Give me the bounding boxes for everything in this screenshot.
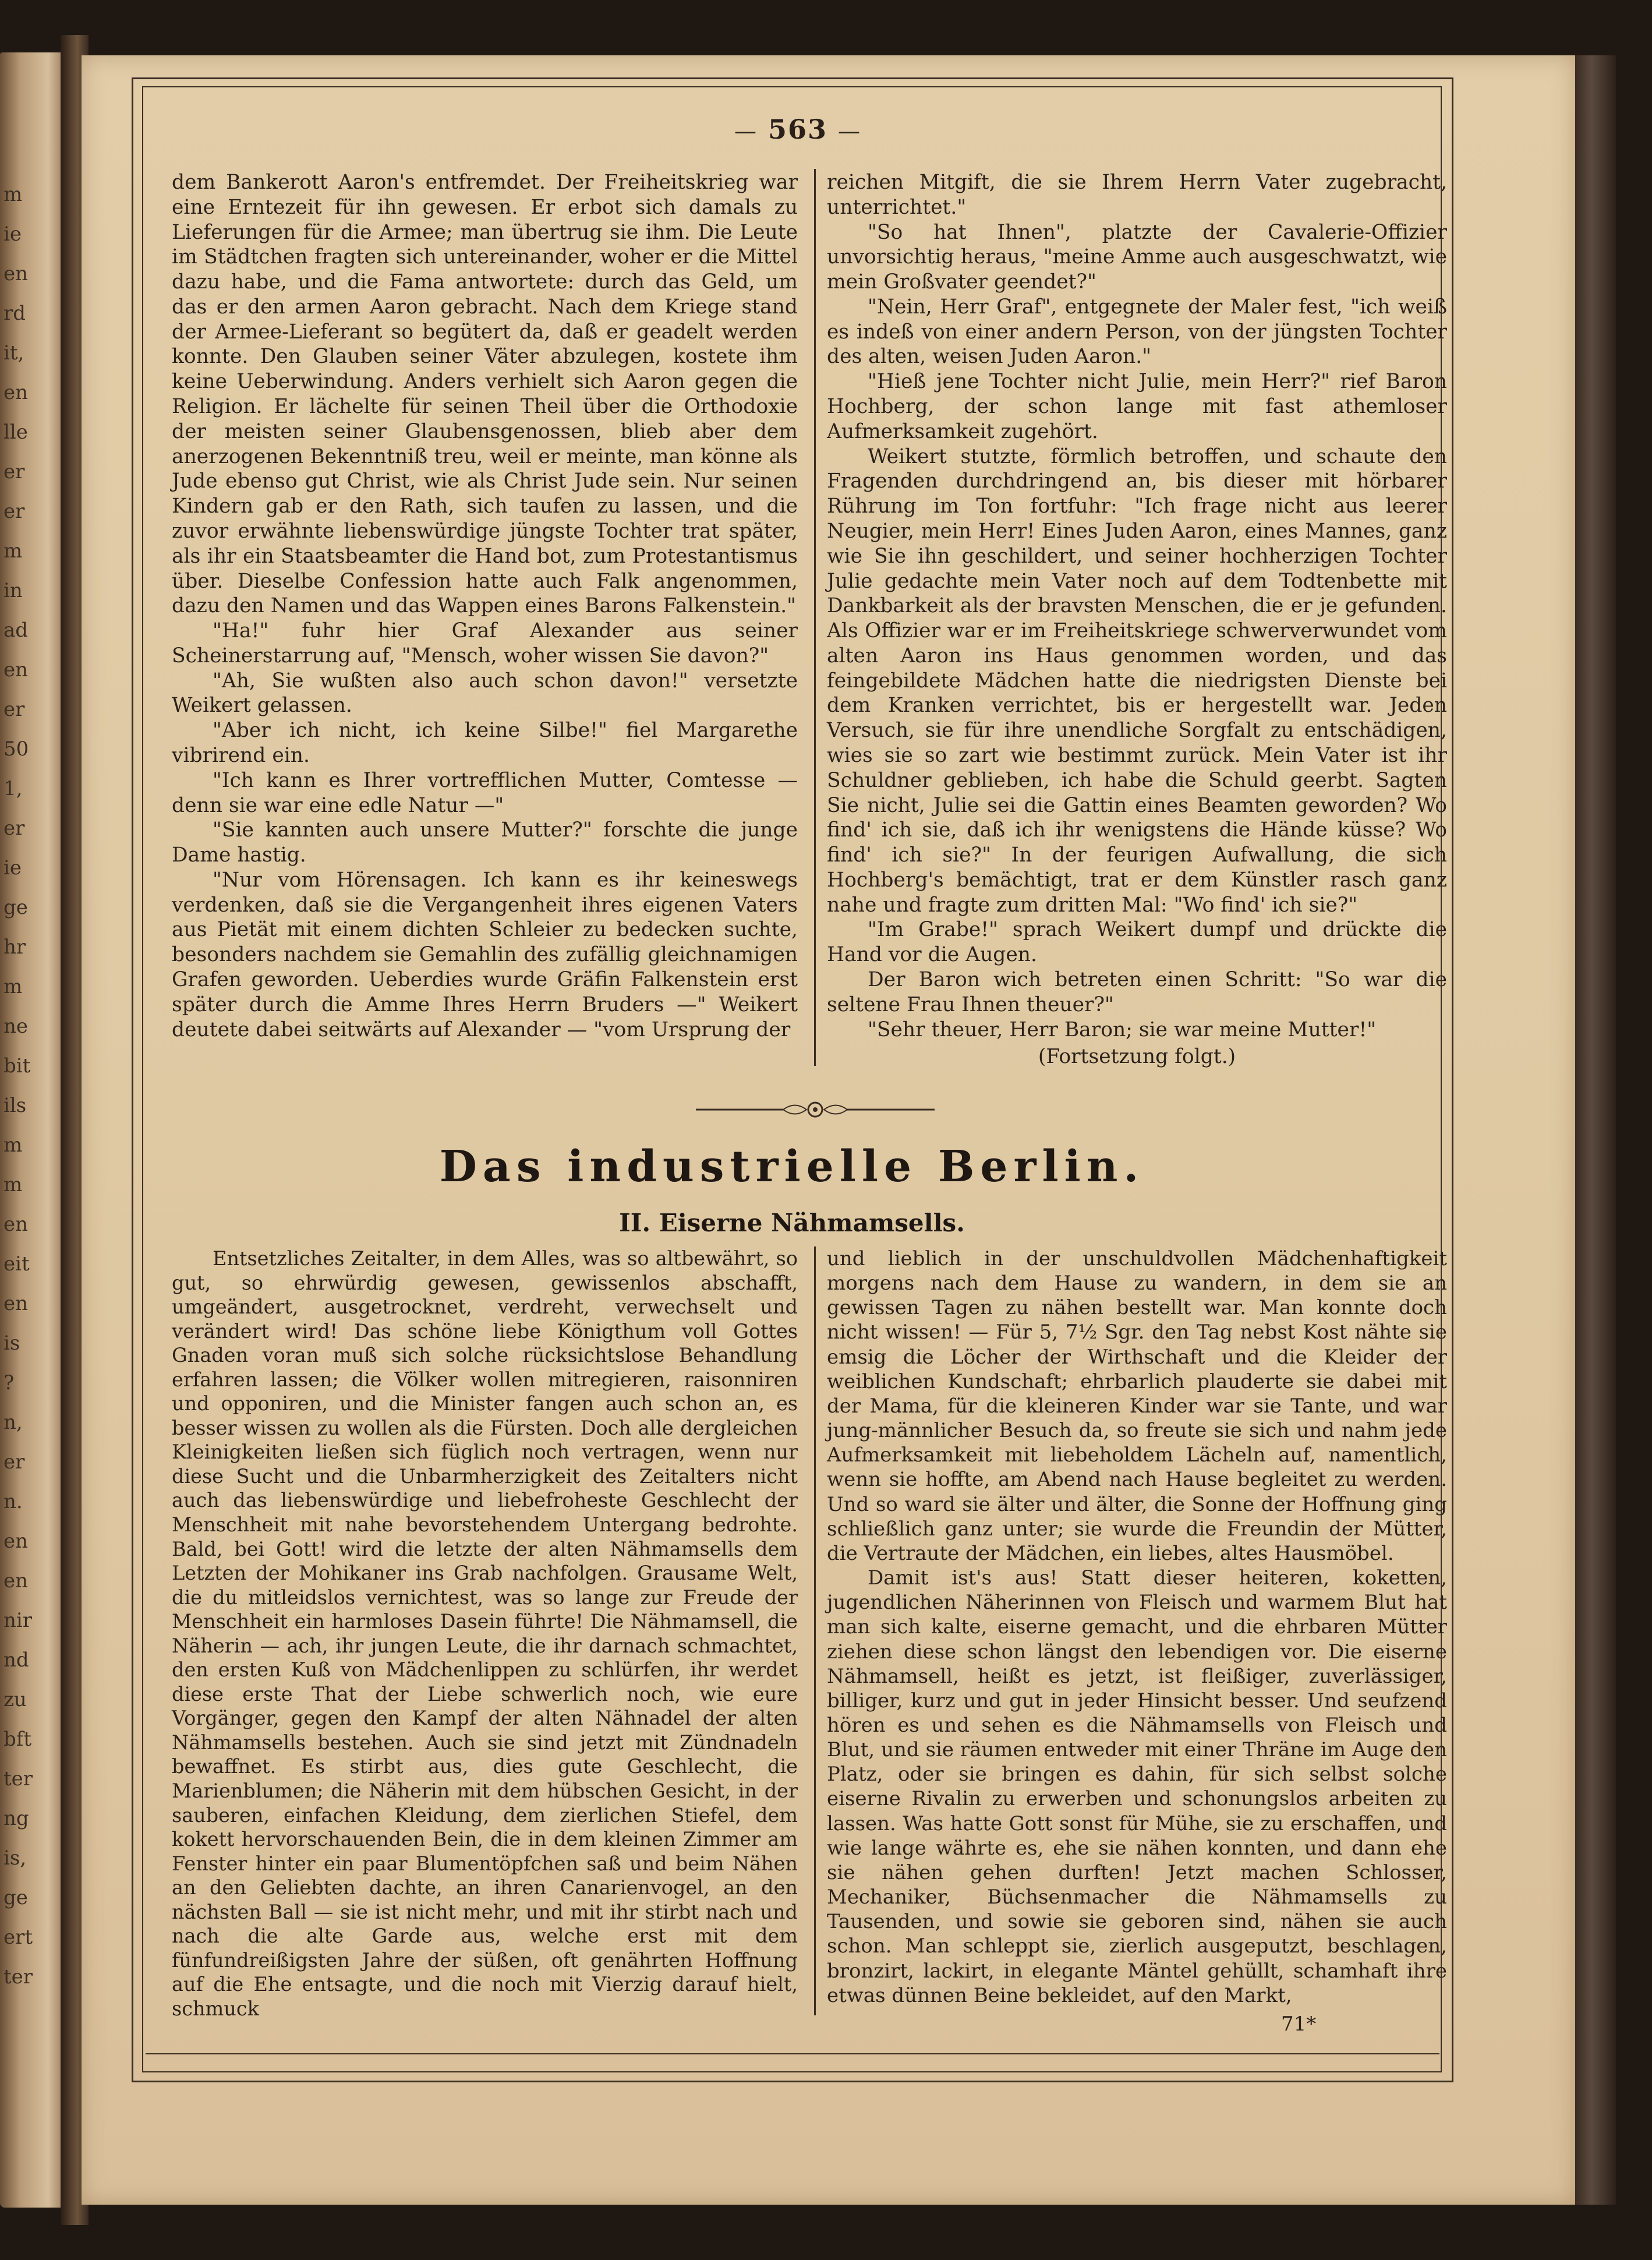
sheet-signature: 71* [1281, 2012, 1317, 2036]
story-paragraph: "Ha!" fuhr hier Graf Alexander aus seiner Scheinerstarrung auf, "Mensch, woher wissen Sie davon?" [172, 619, 798, 668]
previous-page-edge [0, 52, 69, 2208]
story-column-right [827, 170, 1447, 1069]
story-paragraph: "Ah, Sie wußten also auch schon davon!" versetzte Weikert gelassen. [172, 669, 798, 718]
story-paragraph: dem Bankerott Aaron's entfremdet. Der Freiheitskrieg war eine Erntezeit für ihn gewesen. Er erbot sich damals zu Lieferungen für die Armee; man übertrug sie ihm. Die Leute im Städtchen fragten sich untereinander, woher er die Mittel dazu habe, und die Fama antwortete: durch das Geld, um das er den armen Aaron gebracht. Nach dem Kriege stand der Armee-Lieferant so begütert da, daß er geadelt werden konnte. Den Glauben seiner Väter abzulegen, kostete ihm keine Ueberwindung. Anders verhielt sich Aaron gegen die Religion. Er lächelte für seinen Theil über die Orthodoxie der meisten seiner Glaubensgenossen, blieb aber dem anerzogenen Bekenntniß treu, weil er meinte, man könne als Jude ebenso gut Christ, wie als Christ Jude sein. Nur seinen Kindern gab er den Rath, sich taufen zu lassen, und die zuvor erwähnte liebenswürdige jüngste Tochter trat später, als ihr ein Staatsbeamter die Hand bot, zum Protestantismus über. Dieselbe Confession hatte auch Falk angenommen, dazu den Namen und das Wappen eines Barons Falkenstein." [172, 171, 798, 618]
column-rule [814, 169, 816, 1066]
story-paragraph: Der Baron wich betreten einen Schritt: "So war die seltene Frau Ihnen theuer?" [827, 968, 1447, 1016]
story-paragraph: reichen Mitgift, die sie Ihrem Herrn Vater zugebracht, unterrichtet." [827, 171, 1447, 219]
header-ornament-right: — [838, 118, 862, 144]
article-paragraph: und lieblich in der unschuldvollen Mädchenhaftigkeit morgens nach dem Hause zu wandern, in dem sie an gewissen Tagen zu nähen bestellt war. Man konnte doch nicht wissen! — Für 5, 7½ Sgr. den Tag nebst Kost nähte sie emsig die Löcher der Wirthschaft und die Kleider der weiblichen Kundschaft; ehrbarlich plauderte sie dabei mit der Mama, für die kleineren Kinder war sie Tante, und war jung-männlicher Besuch da, so freute sie sich und nahm jede Aufmerksamkeit mit liebeholdem Lächeln auf, namentlich, wenn sie hoffte, am Abend nach Hause begleitet zu werden. Und so ward sie älter und älter, die Sonne der Hoffnung ging schließlich ganz unter; sie wurde die Freundin der Mütter, die Vertraute der Mädchen, ein liebes, altes Hausmöbel. [827, 1247, 1447, 1565]
story-paragraph: "Aber ich nicht, ich keine Silbe!" fiel Margarethe vibrirend ein. [172, 719, 798, 767]
story-paragraph: "Sehr theuer, Herr Baron; sie war meine Mutter!" [868, 1018, 1377, 1041]
story-paragraph: "Ich kann es Ihrer vortrefflichen Mutter, Comtesse — denn sie war eine edle Natur —" [172, 768, 798, 817]
article-column-right [827, 1246, 1447, 2008]
page-header [693, 114, 903, 145]
story-paragraph: "Hieß jene Tochter nicht Julie, mein Herr?" rief Baron Hochberg, der schon lange mit fast athemloser Aufmerksamkeit zugehört. [827, 370, 1447, 443]
section-divider-ornament [696, 1098, 935, 1121]
article-paragraph: Entsetzliches Zeitalter, in dem Alles, was so altbewährt, so gut, so ehrwürdig gewesen, gewissenlos abschafft, umgeändert, ausgetrocknet, verdreht, verwechselt und verändert wird! Das schöne liebe Königthum voll Gottes Gnaden voran muß sich solche rücksichtslose Behandlung erfahren lassen; die Völker wollen mitregieren, raisonniren und opponiren, und die Minister fangen auch schon an, es besser wissen zu wollen als die Fürsten. Doch alle dergleichen Kleinigkeiten ließen sich füglich noch vertragen, wenn nur diese Sucht und die Unbarmherzigkeit des Zeitalters nicht auch das liebenswürdige und liebefroheste Geschlecht der Menschheit mit nahe bevorstehendem Untergang bedrohte. Bald, bei Gott! wird die letzte der alten Nähmamsells dem Letzten der Mohikaner ins Grab nachfolgen. Grausame Welt, die du mitleidslos vernichtest, was so lange zur Freude der Menschheit ein harmloses Dasein führte! Die Nähmamsell, die Näherin — ach, ihr jungen Leute, die ihr darnach schmachtet, den ersten Kuß von Mädchenlippen zu schlürfen, ihr werdet diese erste That der Liebe schwerlich noch, wie eure Vorgänger, gegen den Kampf der alten Nähnadel der alten Nähmamsells bestehen. Auch sie sind jetzt mit Zündnadeln bewaffnet. Es stirbt aus, dies gute Geschlecht, die Marienblumen; die Näherin mit dem hübschen Gesicht, in der sauberen, einfachen Kleidung, dem zierlichen Stiefel, dem kokett hervorschauenden Bein, die in dem kleinen Zimmer am Fenster hinter ein paar Blumentöpfchen saß und beim Nähen an den Geliebten dachte, an ihren Canarienvogel, an den nächsten Ball — sie ist nicht mehr, und mit ihr stirbt nach und nach die alte Garde aus, welche erst mit dem fünfundreißigsten Jahre der süßen, oft genährten Hoffnung auf die Ehe entsagte, und die noch mit Vierzig darauf hielt, schmuck [172, 1247, 798, 2020]
continued-note: (Fortsetzung folgt.) [1038, 1045, 1236, 1069]
article-title: Das industrielle Berlin. [439, 1142, 1145, 1192]
book-cover-edge [1575, 55, 1616, 2205]
story-paragraph: "Sie kannten auch unsere Mutter?" forschte die junge Dame hastig. [172, 818, 798, 867]
story-paragraph: Weikert stutzte, förmlich betroffen, und schaute den Fragenden durchdringend an, bis dieser mit hörbarer Rührung im Ton fortfuhr: "Ich frage nicht aus leerer Neugier, mein Herr! Eines Juden Aaron, eines Mannes, ganz wie Sie ihn geschildert, und seiner hochherzigen Tochter Julie gedachte mein Vater noch auf dem Todtenbette mit Dankbarkeit als der bravsten Menschen, die er je gefunden. Als Offizier war er im Freiheitskriege schwerverwundet vom alten Aaron ins Haus genommen worden, und das feingebildete Mädchen hatte die niedrigsten Dienste bei dem Kranken verrichtet, bis er hergestellt war. Jeden Versuch, sie für ihre unendliche Sorgfalt zu entschädigen, wies sie so zart wie bestimmt zurück. Mein Vater ist ihr Schuldner geblieben, ich habe die Schuld geerbt. Sagten Sie nicht, Julie sei die Gattin eines Beamten geworden? Wo find' ich sie, daß ich ihr wenigstens die Hände küsse? Wo find' ich sie?" In der feurigen Aufwallung, die sich Hochberg's bemächtigt, trat er dem Künstler rasch ganz nahe und fragte zum dritten Mal: "Wo find' ich sie?" [827, 444, 1447, 917]
article-paragraph: Damit ist's aus! Statt dieser heiteren, koketten, jugendlichen Näherinnen von Fleisch und warmem Blut hat man sich kalte, eiserne gemacht, und die ehrbaren Mütter ziehen diese schon längst den lebendigen vor. Die eiserne Nähmamsell, heißt es jetzt, ist fleißiger, zuverlässiger, billiger, kurz und gut in jeder Hinsicht besser. Und seufzend hören es und sehen es die Nähmamsells von Fleisch und Blut, und sie räumen entweder mit einer Thräne im Auge den Platz, oder sie bringen es dahin, für sich selbst solche eiserne Rivalin zu erwerben und schonungslos arbeiten zu lassen. Was hatte Gott sonst für Mühe, sie zu erschaffen, und wie lange währte es, ehe sie nähen konnten, und dann ehe sie nähen gehen durften! Jetzt machen Schlosser, Mechaniker, Büchsenmacher die Nähmamsells zu Tausenden, und sowie sie geboren sind, nähen sie auch schon. Man schleppt sie, zierlich ausgeputzt, beschlagen, bronzirt, lackirt, in elegante Mäntel gehüllt, schamhaft ihre etwas dünnen Beine bekleidet, auf den Markt, [827, 1566, 1447, 2007]
article-column-left [172, 1246, 798, 2021]
page-number: 563 [767, 114, 828, 145]
article-subtitle: II. Eiserne Nähmamsells. [619, 1209, 965, 1237]
header-ornament-left: — [734, 118, 758, 144]
previous-page-margin-text: m ie en rd it, en lle er er m in ad en er 50 1, er ie ge hr m ne bit ils m m en eit en is ? n, er n. en en nir nd zu bft ter ng is, ge ert ter [3, 183, 33, 1989]
story-paragraph: "Nein, Herr Graf", entgegnete der Maler fest, "ich weiß es indeß von einer andern Person, von der jüngsten Tochter des alten, weisen Juden Aaron." [827, 295, 1447, 369]
story-paragraph: "So hat Ihnen", platzte der Cavalerie-Offizier unvorsichtig heraus, "meine Amme auch ausgeschwatzt, wie mein Großvater geendet?" [827, 220, 1447, 294]
story-column-left [172, 170, 798, 1042]
bottom-rule [146, 2053, 1439, 2054]
story-paragraph: "Nur vom Hörensagen. Ich kann es ihr keineswegs verdenken, daß sie die Vergangenheit ihres eigenen Vaters aus Pietät mit einem dichten Schleier zu bedecken suchte, besonders nachdem sie Gemahlin des zufällig gleichnamigen Grafen geworden. Ueberdies wurde Gräfin Falkenstein erst später durch die Amme Ihres Herrn Bruders —" Weikert deutete dabei seitwärts auf Alexander — "vom Ursprung der [172, 868, 798, 1041]
column-rule [814, 1246, 816, 2015]
story-paragraph: "Im Grabe!" sprach Weikert dumpf und drückte die Hand vor die Augen. [827, 918, 1447, 967]
